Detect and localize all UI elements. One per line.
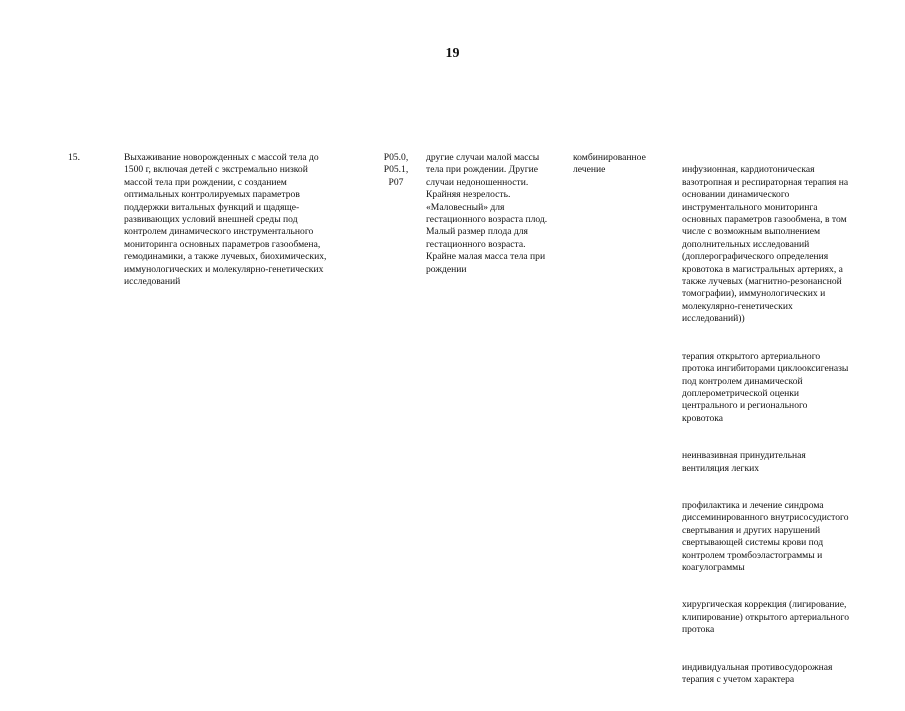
treatment-type: комбинированное лечение: [573, 152, 646, 176]
treatment-method-item: хирургическая коррекция (лигирование, клипирование) открытого артериального протока: [682, 599, 849, 636]
treatment-method-item: неинвазивная принудительная вентиляция легких: [682, 450, 806, 474]
treatment-method-item: терапия открытого артериального протока ингибиторами циклооксигеназы под контролем динамической доплерометрической оценки центрального и регионального кровотока: [682, 350, 849, 424]
page-number: 19: [445, 46, 460, 61]
row-number: 15.: [68, 152, 80, 163]
care-name-text: Выхаживание новорожденных с массой тела до 1500 г, включая детей с экстремально низкой массой тела при рождении, с созданием оптимальных контролируемых параметров поддержки витальных функций и щадяще- развивающих условий внешней среды под контролем динамического инструментального мониторинга основных параметров газообмена, гемодинамики, а также лучевых, биохимических, иммунологических и молекулярно-генетических исследований: [124, 152, 327, 288]
treatment-method-item: индивидуальная противосудорожная терапия с учетом характера: [682, 661, 833, 685]
icd-codes: P05.0, P05.1, P07: [383, 152, 409, 188]
treatment-methods-list: [682, 152, 882, 711]
treatment-method-item: профилактика и лечение синдрома диссеминированного внутрисосудистого свертывания и других нарушений свертывающей системы крови под контролем тромбоэластограммы и коагулограммы: [682, 499, 849, 573]
patient-model-text: другие случаи малой массы тела при рождении. Другие случаи недоношенности. Крайняя незрелость. «Маловесный» для гестационного возраста плод. Малый размер плода для гестационного возраста. Крайне малая масса тела при рождении: [426, 152, 548, 275]
treatment-method-item: инфузионная, кардиотоническая вазотропная и респираторная терапия на основании динамического инструментального мониторинга основных параметров газообмена, в том числе с возможным выполнением дополнительных исследований (доплерографического определения кровотока в магистральных артериях, а также лучевых (магнитно-резонансной томографии), иммунологических и молекулярно-генетических исследований)): [682, 164, 849, 325]
